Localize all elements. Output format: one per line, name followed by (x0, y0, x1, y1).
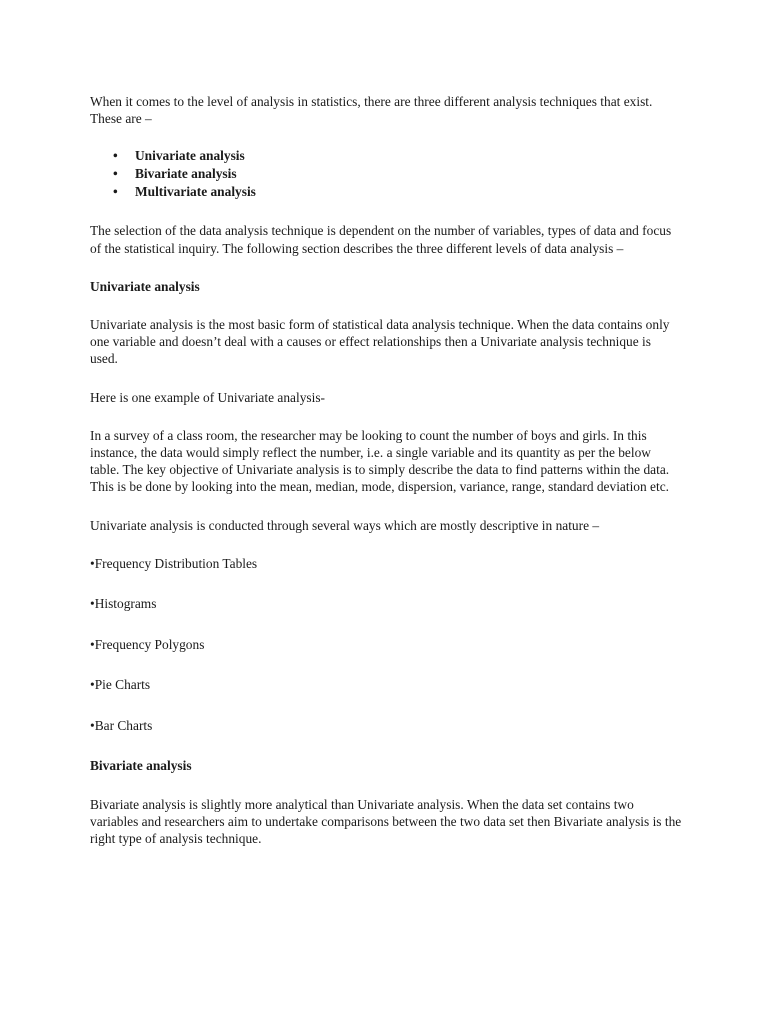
list-item (90, 165, 682, 183)
list-item-label: Multivariate analysis (135, 184, 256, 200)
method-item: •Frequency Distribution Tables (90, 555, 258, 571)
method-item: •Bar Charts (90, 717, 153, 733)
selection-paragraph: The selection of the data analysis technique is dependent on the number of variables, types of data and focus of the statistical inquiry. The following section describes the three different levels of data analysis – (90, 223, 672, 256)
method-item: •Pie Charts (90, 677, 151, 693)
univariate-definition: Univariate analysis is the most basic form of statistical data analysis technique. When the data contains only one variable and doesn’t deal with a causes or effect relationships then a Univariate analysis technique is used. (90, 317, 670, 367)
method-item: •Frequency Polygons (90, 636, 205, 652)
bullet-icon: • (113, 184, 118, 200)
list-item-label: Univariate analysis (135, 148, 245, 164)
analysis-levels-list (90, 147, 682, 201)
bullet-icon: • (113, 166, 118, 182)
list-item (90, 183, 682, 201)
list-item (90, 147, 682, 165)
bullet-icon: • (113, 148, 118, 164)
bivariate-definition: Bivariate analysis is slightly more analytical than Univariate analysis. When the data set contains two variables and researchers aim to undertake comparisons between the two data set then Bivariate analysis is the right type of analysis technique. (90, 796, 682, 846)
univariate-heading: Univariate analysis (90, 278, 200, 294)
univariate-example: In a survey of a class room, the researcher may be looking to count the number of boys and girls. In this instance, the data would simply reflect the number, i.e. a single variable and its quantity as per the below table. The key objective of Univariate analysis is to simply describe the data to find patterns within the data. This is be done by looking into the mean, median, mode, dispersion, variance, range, standard deviation etc. (90, 427, 670, 495)
document-page (90, 93, 682, 868)
intro-paragraph: When it comes to the level of analysis in statistics, there are three different analysis techniques that exist. These are – (90, 94, 653, 127)
method-item: •Histograms (90, 596, 157, 612)
univariate-example-intro: Here is one example of Univariate analysis- (90, 389, 325, 405)
bivariate-heading: Bivariate analysis (90, 758, 192, 774)
univariate-methods-intro: Univariate analysis is conducted through several ways which are mostly descriptive in nature – (90, 517, 600, 533)
list-item-label: Bivariate analysis (135, 166, 237, 182)
